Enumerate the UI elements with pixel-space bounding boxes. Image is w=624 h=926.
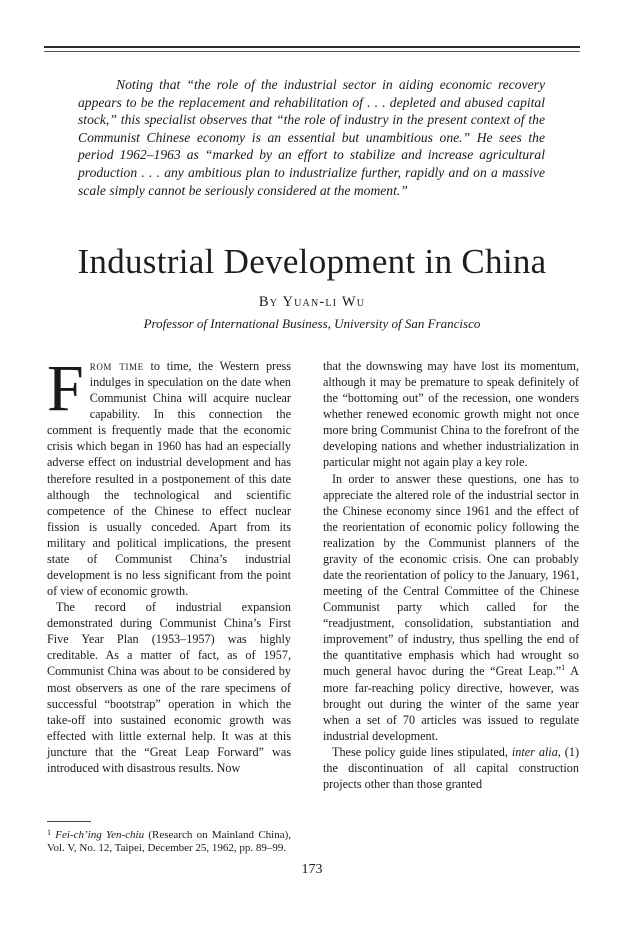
paragraph bbox=[47, 352, 291, 599]
author-line bbox=[0, 294, 624, 311]
footnote-text: (Research on Mainland China), Vol. V, No. 12, Taipei, December 25, 1962, pp. 89–99. bbox=[47, 829, 292, 855]
footnote-number: 1 bbox=[47, 828, 51, 837]
paragraph-text: In order to answer these questions, one has to appreciate the altered role of the industrial sector in the Chinese economy since 1961 and the effect of the reorientation of economic policy following the realization by the Communist planners of the gravity of the economic crisis. One can probably date the reorientation of policy to the January, 1961, meeting of the Central Committee of the Chinese Communist party which called for the “readjustment, consolidation, substantiation and improvement” of industry, thus spelling the end of the quantitative emphasis which had wrought so much general havoc during the “Great Leap.” bbox=[323, 471, 579, 679]
author-affiliation: Professor of International Business, University of San Francisco bbox=[143, 316, 481, 331]
editorial-abstract: Noting that “the role of the industrial sector in aiding economic recovery appears to be the replacement and rehabilitation of . . . depleted and abused capital stock,” this specialist observes that “the role of industry in the present context of the Communist Chinese economy is an essential but unambitious one.” He sees the period 1962–1963 as “marked by an effort to stabilize and increase agricultural production . . . any ambitious plan to industrialize further, rapidly and on a massive scale simply cannot be seriously considered at the moment.” bbox=[78, 77, 545, 198]
page-number: 173 bbox=[301, 862, 323, 877]
footnote-source: Fei-ch’ing Yen-chiu bbox=[55, 829, 145, 841]
paragraph: The record of industrial expansion demonstrated during Communist China’s First Five Year Plan (1953–1957) was highly creditable. As a matter of fact, as of 1957, Communist China was about to be considered by most observers as one of the rare specimens of successful “bootstrap” operation in which the take-off into sustained economic growth was effected with little external help. It was at this juncture that the “Great Leap Forward” was introduced with disastrous results. Now bbox=[47, 600, 291, 775]
header-rule-thin bbox=[44, 51, 580, 52]
body-column-left bbox=[47, 352, 291, 776]
footnote-rule bbox=[47, 821, 91, 822]
italic-phrase: inter alia, bbox=[511, 744, 561, 759]
paragraph bbox=[323, 471, 579, 744]
paragraph bbox=[323, 744, 579, 792]
body-column-right bbox=[323, 358, 579, 792]
article-title: Industrial Development in China bbox=[77, 242, 547, 281]
paragraph-text: These policy guide lines stipulated, bbox=[332, 744, 512, 759]
drop-cap: F bbox=[47, 352, 84, 425]
paragraph-text: A more far-reaching policy directive, however, was brought out during the winter of the same year when a set of 70 articles was issued to regulate industrial development. bbox=[323, 664, 579, 743]
author-prefix: By bbox=[258, 294, 279, 310]
paragraph-text: (1) the discontinuation of all capital construction projects other than those granted bbox=[323, 744, 580, 792]
author-name: Yuan-li Wu bbox=[282, 294, 366, 310]
footnote-ref[interactable]: 1 bbox=[561, 663, 566, 673]
footnote bbox=[47, 826, 291, 856]
paragraph: that the downswing may have lost its momentum, although it may be premature to speak definitely of the “bottoming out” of the recession, one wonders whether renewed economic growth might not once more bring Communist China to the forefront of the developing nations and whether industrialization in particular might not again play a key role. bbox=[323, 359, 579, 470]
lead-in-small-caps: rom time bbox=[89, 359, 144, 373]
header-rule-thick bbox=[44, 46, 580, 48]
paragraph-text: to time, the Western press indulges in speculation on the date when Communist China will acquire nuclear capability. In this connection the comment is frequently made that the economic crisis which began in 1960 has had an especially adverse effect on industrial development and has therefore resulted in a postponement of this date although the technological and scientific competence of the Chinese to effect nuclear fission is usually conceded. Apart from its military and political implications, the present state of Communist China’s industrial development is no less significant from the point of view of economic growth. bbox=[47, 359, 291, 599]
